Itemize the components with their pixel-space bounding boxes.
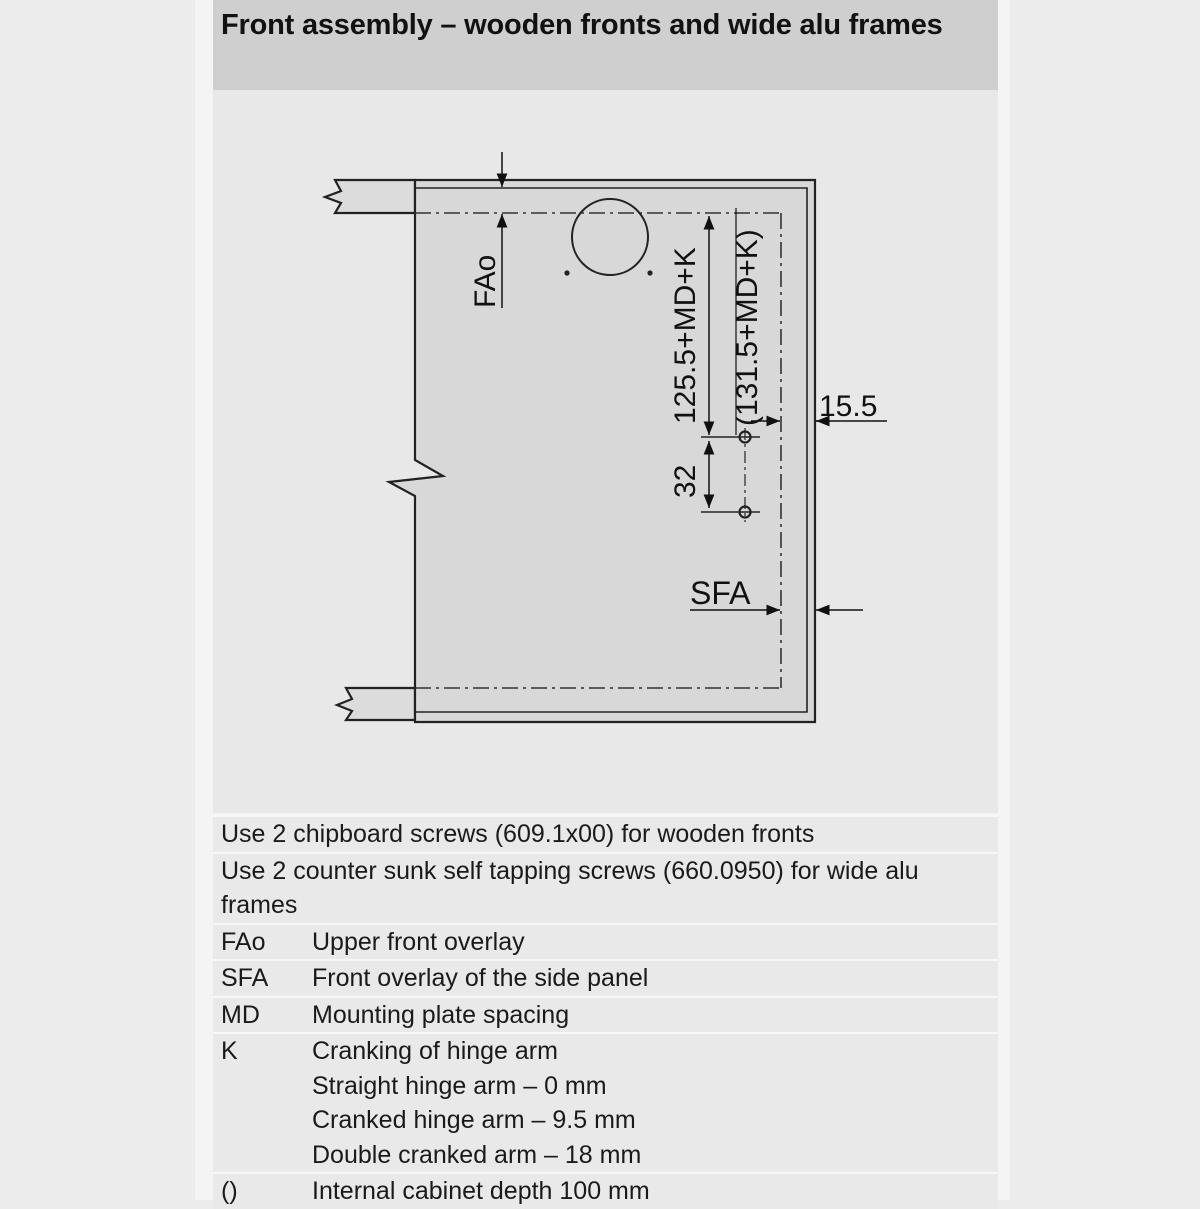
legend-row-parentheses	[213, 1172, 998, 1209]
legend-desc: Cranking of hinge arm	[312, 1037, 558, 1065]
note-text: Use 2 counter sunk self tapping screws (660.0950) for wide alu frames	[221, 856, 919, 919]
legend-row-md	[213, 996, 998, 1033]
legend	[213, 815, 998, 1209]
note-row	[213, 815, 998, 852]
legend-abbr: K	[221, 1037, 238, 1065]
dim-side-label: 15.5	[819, 390, 878, 423]
legend-desc: Double cranked arm – 18 mm	[312, 1140, 642, 1169]
hinge-dot-right	[647, 270, 652, 275]
diagram-svg	[213, 90, 998, 813]
legend-desc: Straight hinge arm – 0 mm	[312, 1071, 607, 1100]
legend-row-sfa	[213, 959, 998, 996]
legend-desc: Upper front overlay	[312, 927, 525, 956]
legend-desc: Front overlay of the side panel	[312, 964, 649, 992]
legend-abbr: FAo	[221, 927, 266, 956]
assembly-diagram	[213, 90, 998, 813]
hinge-dot-left	[564, 270, 569, 275]
title-bar	[213, 0, 998, 90]
legend-row-fao	[213, 923, 998, 960]
dim-holes-label: 32	[669, 464, 702, 498]
dim-alt-label: (131.5+MD+K)	[731, 229, 764, 426]
top-panel	[325, 180, 415, 213]
legend-abbr: ()	[221, 1177, 238, 1205]
legend-desc: Mounting plate spacing	[312, 1000, 570, 1029]
sfa-label: SFA	[690, 575, 751, 611]
bottom-panel	[337, 688, 415, 720]
legend-desc: Internal cabinet depth 100 mm	[312, 1177, 650, 1205]
legend-row-k	[213, 1032, 998, 1172]
fao-label: FAo	[469, 254, 502, 308]
legend-abbr: SFA	[221, 964, 269, 992]
legend-abbr: MD	[221, 1000, 260, 1029]
note-text: Use 2 chipboard screws (609.1x00) for wooden fronts	[221, 820, 815, 848]
legend-desc-group	[312, 1034, 998, 1172]
dim-main-label: 125.5+MD+K	[669, 247, 702, 424]
page-title: Front assembly – wooden fronts and wide alu frames	[221, 9, 943, 41]
legend-desc: Cranked hinge arm – 9.5 mm	[312, 1106, 636, 1134]
note-row	[213, 852, 998, 923]
